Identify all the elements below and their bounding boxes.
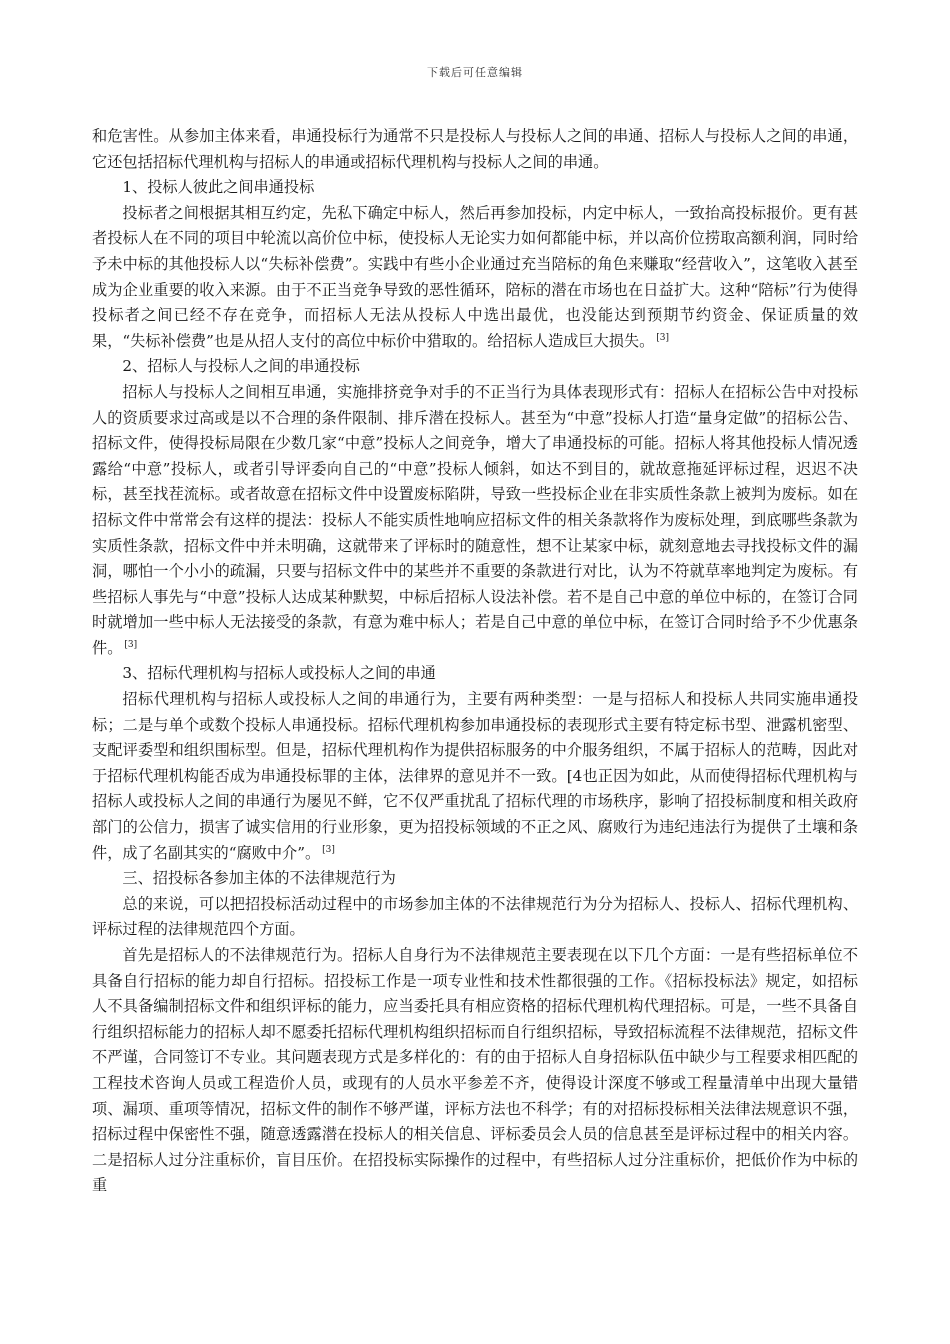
paragraph — [92, 943, 858, 1199]
page-header: 下载后可任意编辑 — [427, 66, 523, 79]
citation-marker: [3] — [656, 332, 670, 343]
paragraph — [92, 687, 858, 866]
document-body — [92, 124, 858, 1199]
paragraph-text: 三、招投标各参加主体的不法律规范行为 — [122, 869, 396, 888]
paragraph-text: 2、招标人与投标人之间的串通投标 — [122, 357, 360, 376]
citation-marker: [3] — [124, 639, 138, 650]
section-heading — [92, 175, 858, 201]
paragraph — [92, 124, 858, 175]
paragraph-text: 首先是招标人的不法律规范行为。招标人自身行为不法律规范主要表现在以下几个方面：一是有些招标单位不具备自行招标的能力却自行招标。招投标工作是一项专业性和技术性都很强的工作。《招标投标法》规定，如招标人不具备编制招标文件和组织评标的能力，应当委托具有相应资格的招标代理机构代理招标。可是，一些不具备自行组织招标能力的招标人却不愿委托招标代理机构组织招标而自行组织招标，导致招标流程不法律规范，招标文件不严谨，合同签订不专业。其问题表现方式是多样化的：有的由于招标人自身招标队伍中缺少与工程要求相匹配的工程技术咨询人员或工程造价人员，或现有的人员水平参差不齐，使得设计深度不够或工程量清单中出现大量错项、漏项、重项等情况，招标文件的制作不够严谨，评标方法也不科学；有的对招标投标相关法律法规意识不强，招标过程中保密性不强，随意透露潜在投标人的相关信息、评标委员会人员的信息甚至是评标过程中的相关内容。二是招标人过分注重标价，盲目压价。在招投标实际操作的过程中，有些招标人过分注重标价，把低价作为中标的重 — [92, 946, 858, 1195]
paragraph — [92, 892, 858, 943]
paragraph-text: 1、投标人彼此之间串通投标 — [122, 178, 315, 197]
section-heading — [92, 354, 858, 380]
section-heading — [92, 866, 858, 892]
paragraph-text: 招标人与投标人之间相互串通，实施排挤竞争对手的不正当行为具体表现形式有：招标人在招标公告中对投标人的资质要求过高或是以不合理的条件限制、排斥潜在投标人。甚至为“中意”投标人打造“量身定做”的招标公告、招标文件，使得投标局限在少数几家“中意”投标人之间竞争，增大了串通投标的可能。招标人将其他投标人情况透露给“中意”投标人，或者引导评委向自己的“中意”投标人倾斜，如达不到目的，就故意拖延评标过程，迟迟不决标，甚至找茬流标。或者故意在招标文件中设置废标陷阱，导致一些投标企业在非实质性条款上被判为废标。如在招标文件中常常会有这样的提法：投标人不能实质性地响应招标文件的相关条款将作为废标处理，到底哪些条款为实质性条款，招标文件中并未明确，这就带来了评标时的随意性，想不让某家中标，就刻意地去寻找投标文件的漏洞，哪怕一个小小的疏漏，只要与招标文件中的某些并不重要的条款进行对比，认为不符就草率地判定为废标。有些招标人事先与“中意”投标人达成某种默契，中标后招标人设法补偿。若不是自己中意的单位中标的，在签订合同时就增加一些中标人无法接受的条款，有意为难中标人；若是自己中意的单位中标，在签订合同时给予不少优惠条件。 — [92, 382, 858, 657]
paragraph-text: 总的来说，可以把招投标活动过程中的市场参加主体的不法律规范行为分为招标人、投标人、招标代理机构、评标过程的法律规范四个方面。 — [92, 894, 858, 939]
paragraph-text: 招标代理机构与招标人或投标人之间的串通行为，主要有两种类型：一是与招标人和投标人共同实施串通投标；二是与单个或数个投标人串通投标。招标代理机构参加串通投标的表现形式主要有特定标书型、泄露机密型、支配评委型和组织围标型。但是，招标代理机构作为提供招标服务的中介服务组织，不属于招标人的范畴，因此对于招标代理机构能否成为串通投标罪的主体，法律界的意见并不一致。[4也正因为如此，从而使得招标代理机构与招标人或投标人之间的串通行为屡见不鲜，它不仅严重扰乱了招标代理的市场秩序，影响了招投标制度和相关政府部门的公信力，损害了诚实信用的行业形象，更为招投标领域的不正之风、腐败行为违纪违法行为提供了土壤和条件，成了名副其实的“腐败中介”。 — [92, 690, 858, 862]
paragraph-text: 投标者之间根据其相互约定，先私下确定中标人，然后再参加投标，内定中标人，一致抬高投标报价。更有甚者投标人在不同的项目中轮流以高价位中标，使投标人无论实力如何都能中标，并以高价位捞取高额利润，同时给予未中标的其他投标人以“失标补偿费”。实践中有些小企业通过充当陪标的角色来赚取“经营收入”，这笔收入甚至成为企业重要的收入来源。由于不正当竞争导致的恶性循环，陪标的潜在市场也在日益扩大。这种“陪标”行为使得投标者之间已经不存在竞争，而招标人无法从投标人中选出最优，也没能达到预期节约资金、保证质量的效果，“失标补偿费”也是从招人支付的高位中标价中猎取的。给招标人造成巨大损失。 — [92, 203, 858, 350]
paragraph — [92, 380, 858, 662]
section-heading — [92, 661, 858, 687]
citation-marker: [3] — [322, 844, 335, 855]
paragraph-text: 和危害性。从参加主体来看，串通投标行为通常不只是投标人与投标人之间的串通、招标人与投标人之间的串通，它还包括招标代理机构与招标人的串通或招标代理机构与投标人之间的串通。 — [92, 127, 858, 171]
paragraph — [92, 201, 858, 355]
paragraph-text: 3、招标代理机构与招标人或投标人之间的串通 — [122, 664, 436, 683]
